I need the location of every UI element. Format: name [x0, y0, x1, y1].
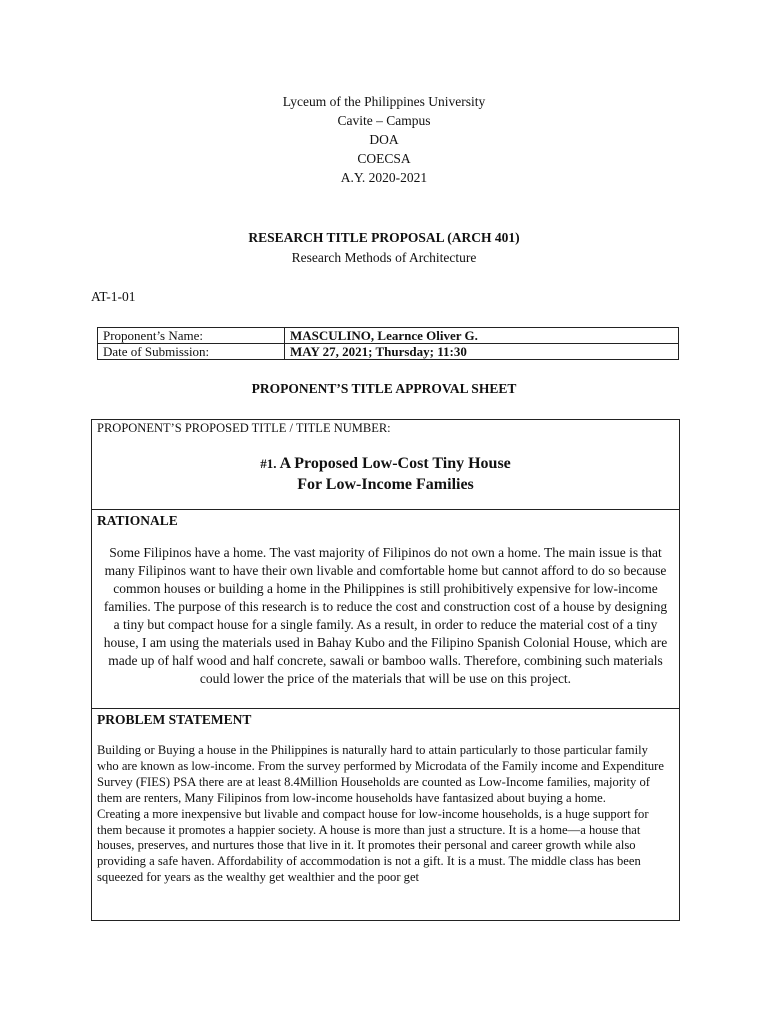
department-name: DOA	[369, 132, 399, 147]
table-row	[98, 328, 679, 344]
university-header	[0, 92, 768, 187]
submission-date-value: MAY 27, 2021; Thursday; 11:30	[285, 344, 679, 360]
academic-year: A.Y. 2020-2021	[340, 170, 428, 185]
problem-statement-text	[97, 743, 671, 886]
title-number: #1.	[260, 456, 277, 471]
proposed-title-line2: For Low-Income Families	[297, 476, 474, 493]
approval-sheet-box	[91, 419, 680, 921]
campus-name: Cavite – Campus	[337, 113, 431, 128]
proposed-title-section	[92, 420, 679, 510]
problem-paragraph-1: Building or Buying a house in the Philippines is naturally hard to attain particularly to those particular family who are known as low-income. From the survey performed by Microdata of the Family income and Expenditure Survey (FIES) PSA there are at least 8.4Million Households are counted as Low-Income families, majority of them are renters, Many Filipinos from low-income households have fantasized about buying a home.	[97, 743, 664, 805]
problem-statement-section	[92, 709, 679, 919]
proposed-title-line1: A Proposed Low-Cost Tiny House	[279, 455, 511, 472]
submission-date-label: Date of Submission:	[98, 344, 285, 360]
rationale-text: Some Filipinos have a home. The vast majority of Filipinos do not own a home. The main issue is that many Filipinos want to have their own livable and comfortable home but cannot afford to do so because common houses or building a home in the Philippines is still prohibitively expensive for low-income families. The purpose of this research is to reduce the cost and construction cost of a house by designing a tiny but compact house for a single family. As a result, in order to reduce the material cost of a tiny house, I am using the materials used in Bahay Kubo and the Filipino Spanish Colonial House, which are made up of half wood and half concrete, sawali or bamboo walls. Therefore, combining such materials could lower the price of the materials that will be use on this project.	[103, 545, 668, 686]
proposal-subtitle: Research Methods of Architecture	[291, 250, 477, 265]
table-row	[98, 344, 679, 360]
proposal-title: RESEARCH TITLE PROPOSAL (ARCH 401)	[248, 230, 520, 245]
proponent-name-label: Proponent’s Name:	[98, 328, 285, 344]
problem-statement-heading: PROBLEM STATEMENT	[97, 712, 252, 727]
proponent-name-value: MASCULINO, Learnce Oliver G.	[285, 328, 679, 344]
problem-paragraph-2: Creating a more inexpensive but livable and compact house for low-income households, is a huge support for them because it promotes a happier society. A house is more than just a structure. It is a home—a house that houses, preserves, and nurtures those that live in it. It promotes their personal and career growth while also providing a safe haven. Affordability of accommodation is not a gift. It is a must. The middle class has been squeezed for years as the wealthy get wealthier and the poor get	[97, 806, 649, 885]
rationale-heading: RATIONALE	[97, 513, 178, 528]
approval-sheet-title: PROPONENT’S TITLE APPROVAL SHEET	[251, 381, 517, 396]
document-code: AT-1-01	[91, 289, 136, 304]
rationale-section	[92, 510, 679, 709]
university-name: Lyceum of the Philippines University	[282, 94, 486, 109]
college-name: COECSA	[357, 151, 411, 166]
proposed-title-label: PROPONENT’S PROPOSED TITLE / TITLE NUMBER:	[97, 421, 391, 435]
proponent-info-table	[97, 327, 679, 360]
proposed-title	[92, 453, 679, 495]
